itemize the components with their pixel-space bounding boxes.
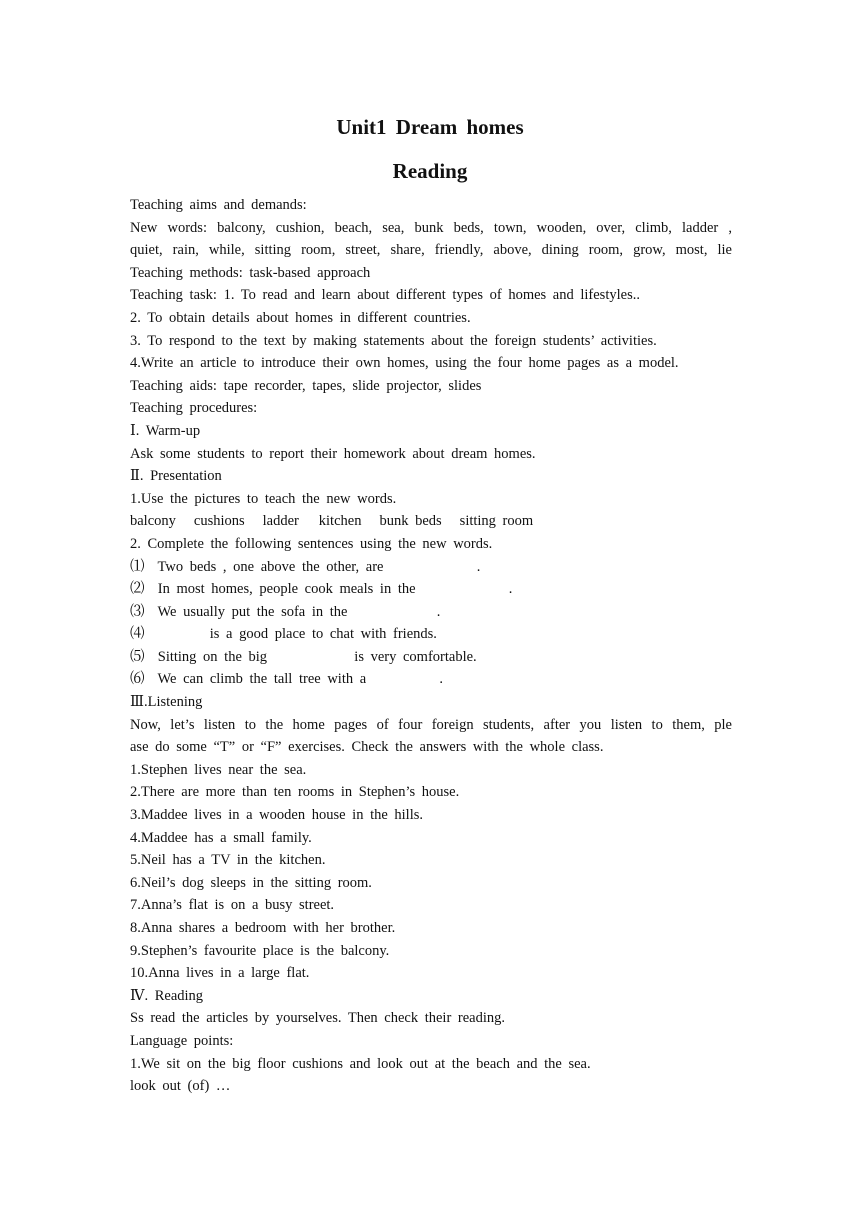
sentence-text: . — [439, 671, 444, 688]
teaching-task-1: Teaching task: 1. To read and learn about different types of homes and lifestyles.. — [130, 287, 640, 304]
sentence-text: . — [436, 603, 441, 620]
sentence-text: We usually put the sofa in the — [157, 603, 348, 620]
true-false-item: 3.Maddee lives in a wooden house in the hills. — [130, 807, 424, 824]
teaching-task-2: 2. To obtain details about homes in different countries. — [130, 309, 471, 326]
teaching-procedures: Teaching procedures: — [130, 400, 258, 417]
fill-in-sentence — [130, 668, 732, 691]
vocab-word: cushions — [193, 513, 245, 530]
item-number: ⑵ — [130, 581, 145, 598]
item-number: ⑴ — [130, 558, 145, 575]
presentation-step-1: 1.Use the pictures to teach the new words. — [130, 490, 397, 507]
presentation-step-2: 2. Complete the following sentences using the new words. — [130, 535, 493, 552]
fill-in-sentence — [130, 601, 732, 624]
teaching-task-3: 3. To respond to the text by making statements about the foreign students’ activities. — [130, 332, 657, 349]
sentence-text: is very comfortable. — [354, 648, 477, 665]
fill-in-sentence — [130, 556, 732, 579]
item-number: ⑸ — [130, 648, 145, 665]
new-words-line-1: New words: balcony, cushion, beach, sea, bunk beds, town, wooden, over, climb, ladder , — [130, 219, 732, 236]
vocab-word: balcony — [130, 513, 176, 530]
fill-in-sentence — [130, 623, 732, 646]
listening-text-line-2: ase do some “T” or “F” exercises. Check the answers with the whole class. — [130, 739, 604, 756]
fill-in-sentence — [130, 578, 732, 601]
true-false-item: 10.Anna lives in a large flat. — [130, 965, 310, 982]
vocab-word: kitchen — [318, 513, 362, 530]
language-point-1-note: look out (of) … — [130, 1078, 231, 1095]
item-number: ⑷ — [130, 626, 145, 643]
item-number: ⑶ — [130, 603, 145, 620]
vocab-word: ladder — [262, 513, 299, 530]
document-subtitle: Reading — [392, 159, 468, 183]
vocab-word: sitting room — [459, 513, 534, 530]
section-reading-heading: Ⅳ. Reading — [130, 987, 204, 1004]
teaching-aids: Teaching aids: tape recorder, tapes, slide projector, slides — [130, 377, 482, 394]
sentence-text: . — [476, 558, 481, 575]
true-false-item: 8.Anna shares a bedroom with her brother. — [130, 920, 396, 936]
sentence-text: . — [508, 581, 513, 598]
reading-text: Ss read the articles by yourselves. Then check their reading. — [130, 1010, 506, 1027]
sentence-text: Two beds , one above the other, are — [157, 558, 384, 575]
true-false-item: 7.Anna’s flat is on a busy street. — [130, 897, 335, 914]
teaching-task-4: 4.Write an article to introduce their own homes, using the four home pages as a model. — [130, 355, 679, 372]
true-false-item: 4.Maddee has a small family. — [130, 829, 312, 846]
teaching-methods: Teaching methods: task-based approach — [130, 264, 371, 281]
true-false-item: 1.Stephen lives near the sea. — [130, 761, 307, 778]
true-false-item: 9.Stephen’s favourite place is the balcony. — [130, 942, 390, 959]
warm-up-text: Ask some students to report their homework about dream homes. — [130, 445, 536, 462]
true-false-item: 2.There are more than ten rooms in Stephen’s house. — [130, 784, 460, 801]
aims-heading: Teaching aims and demands: — [130, 197, 307, 213]
sentence-text: Sitting on the big — [157, 648, 268, 665]
true-false-item: 5.Neil has a TV in the kitchen. — [130, 852, 326, 869]
section-presentation-heading: Ⅱ. Presentation — [130, 468, 222, 485]
sentence-text: is a good place to chat with friends. — [209, 626, 437, 643]
item-number: ⑹ — [130, 671, 145, 688]
language-points-heading: Language points: — [130, 1032, 234, 1049]
listening-text-line-1: Now, let’s listen to the home pages of four foreign students, after you listen to them, ple — [130, 716, 732, 733]
sentence-text: We can climb the tall tree with a — [157, 671, 367, 688]
language-point-1: 1.We sit on the big floor cushions and look out at the beach and the sea. — [130, 1055, 591, 1072]
lesson-body — [130, 194, 732, 1098]
fill-in-sentence — [130, 646, 732, 669]
true-false-item: 6.Neil’s dog sleeps in the sitting room. — [130, 874, 372, 891]
vocab-word: bunk beds — [379, 513, 442, 530]
new-words-line-2: quiet, rain, while, sitting room, street, share, friendly, above, dining room, grow, most, lie — [130, 242, 732, 259]
vocabulary-list — [130, 510, 732, 533]
document-title: Unit1 Dream homes — [336, 115, 524, 139]
section-listening-heading: Ⅲ.Listening — [130, 694, 203, 711]
section-warm-up-heading: Ⅰ. Warm-up — [130, 422, 201, 439]
sentence-text: In most homes, people cook meals in the — [157, 581, 416, 598]
